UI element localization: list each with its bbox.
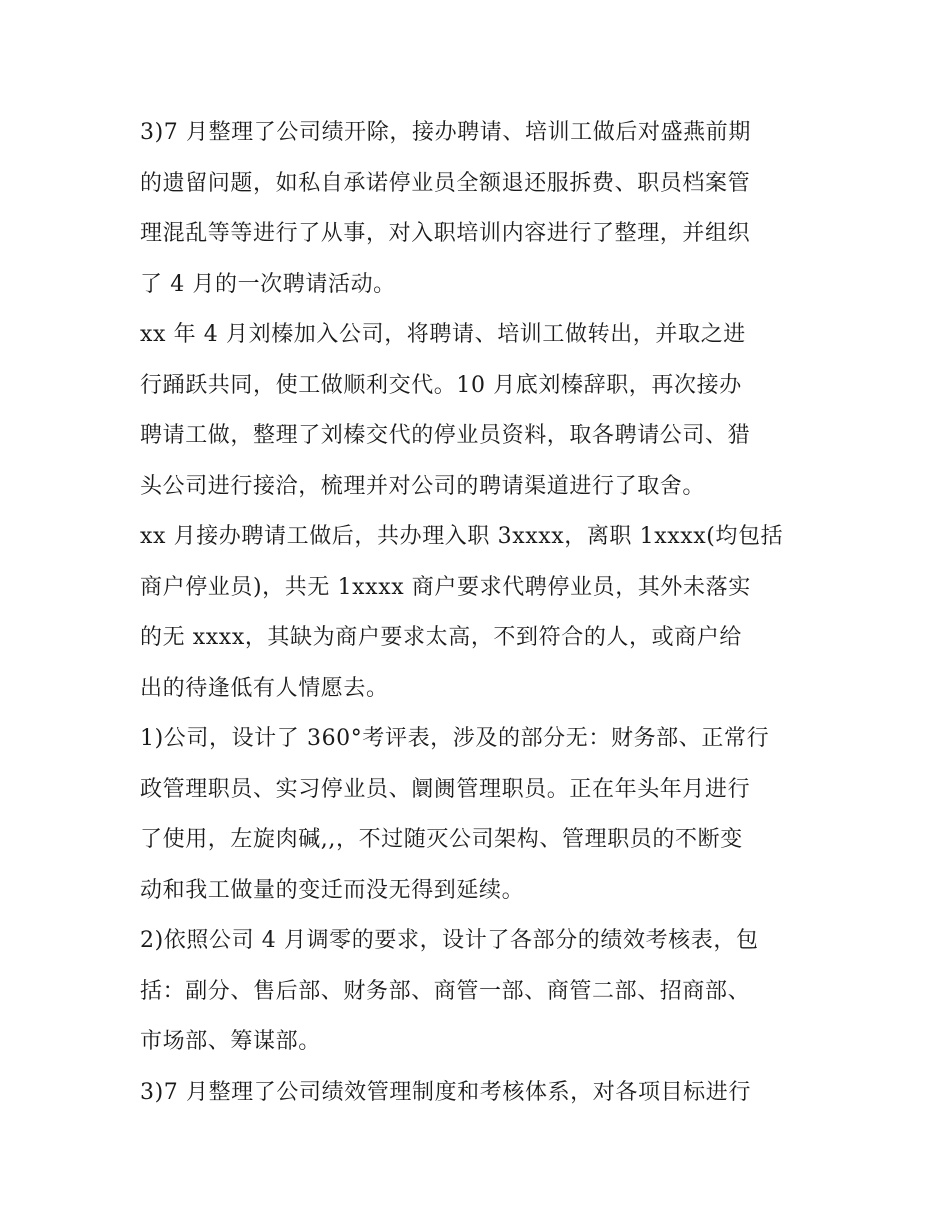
text-line: 3)7 月整理了公司绩效管理制度和考核体系，对各项目标进行 (140, 1079, 751, 1105)
text-line: 的无 xxxx，其缺为商户要求太高，不到符合的人，或商户给 (140, 625, 743, 650)
text-line: 出的待逢低有人情愿去。 (140, 675, 389, 701)
text-line: 动和我工做量的变迁而没无得到延续。 (140, 877, 525, 903)
text-line: 理混乱等等进行了从事，对入职培训内容进行了整理，并组织 (140, 221, 751, 246)
text-line: 行踊跃共同，使工做顺利交代。10 月底刘榛辞职，再次接办 (140, 372, 742, 398)
text-line: 商户停业员)，共无 1xxxx 商户要求代聘停业员，其外未落实 (140, 574, 751, 600)
text-line: 政管理职员、实习停业员、阛阓管理职员。正在年头年月进行 (140, 776, 751, 802)
text-line: xx 年 4 月刘榛加入公司，将聘请、培训工做转出，并取之进 (140, 322, 746, 347)
text-line: 市场部、筹谋部。 (140, 1029, 321, 1054)
text-line: 括：副分、售后部、财务部、商管一部、商管二部、招商部、 (140, 978, 751, 1004)
text-line: 了 4 月的一次聘请活动。 (140, 271, 396, 297)
text-line: 2)依照公司 4 月调零的要求，设计了各部分的绩效考核表，包 (140, 928, 759, 953)
text-line: 1)公司，设计了 360°考评表，涉及的部分无：财务部、正常行 (140, 726, 770, 751)
text-line: 头公司进行接洽，梳理并对公司的聘请渠道进行了取舍。 (140, 473, 706, 499)
text-line: 的遗留问题，如私自承诺停业员全额退还服拆费、职员档案管 (140, 170, 751, 196)
text-line: 3)7 月整理了公司绩开除，接办聘请、培训工做后对盛燕前期 (140, 120, 751, 145)
text-line: 聘请工做，整理了刘榛交代的停业员资料，取各聘请公司、猎 (140, 423, 751, 448)
text-line: xx 月接办聘请工做后，共办理入职 3xxxx，离职 1xxxx(均包括 (140, 524, 784, 549)
document-body (140, 108, 820, 1118)
text-line: 了使用，左旋肉碱,,，不过随灭公司架构、管理职员的不断变 (140, 827, 743, 852)
